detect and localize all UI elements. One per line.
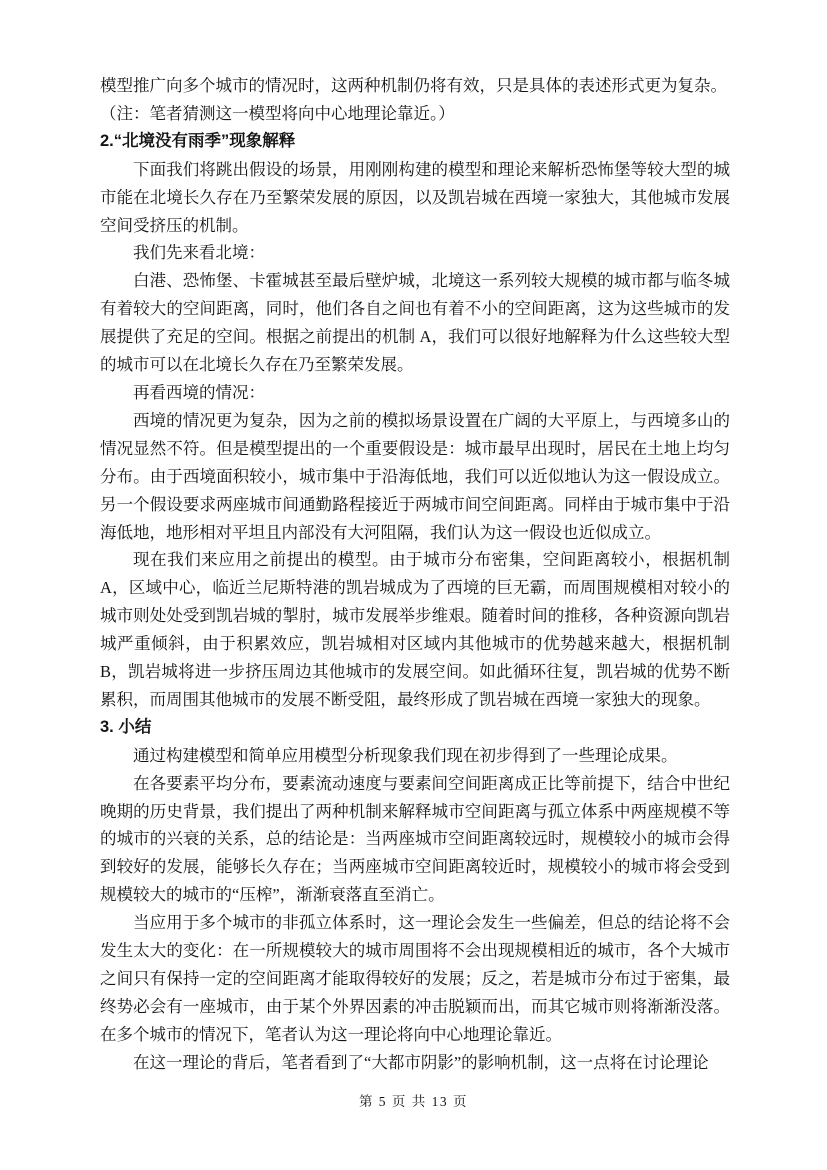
paragraph: 下面我们将跳出假设的场景，用刚刚构建的模型和理论来解析恐怖堡等较大型的城市能在北境长久存在乃至繁荣发展的原因，以及凯岩城在西境一家独大，其他城市发展空间受挤压的机制。 bbox=[100, 159, 730, 235]
paragraph: 模型推广向多个城市的情况时，这两种机制仍将有效，只是具体的表述形式更为复杂。 bbox=[100, 76, 727, 95]
document-body bbox=[100, 72, 730, 1077]
paragraph: 在各要素平均分布，要素流动速度与要素间空间距离成正比等前提下，结合中世纪晚期的历史背景，我们提出了两种机制来解释城市空间距离与孤立体系中两座规模不等的城市的兴衰的关系，总的结论是：当两座城市空间距离较远时，规模较小的城市会得到较好的发展，能够长久存在；当两座城市空间距离较近时，规模较小的城市将会受到规模较大的城市的“压榨”，渐渐衰落直至消亡。 bbox=[100, 773, 730, 905]
section-heading: 3. 小结 bbox=[100, 717, 152, 736]
section-heading: 2.“北境没有雨季”现象解释 bbox=[100, 131, 296, 150]
paragraph: 现在我们来应用之前提出的模型。由于城市分布密集，空间距离较小，根据机制 A，区域中心，临近兰尼斯特港的凯岩城成为了西境的巨无霸，而周围规模相对较小的城市则处处受到凯岩城的掣肘，城市发展举步维艰。随着时间的推移，各种资源向凯岩城严重倾斜，由于积累效应，凯岩城相对区域内其他城市的优势越来越大，根据机制 B，凯岩城将进一步挤压周边其他城市的发展空间。如此循环往复，凯岩城的优势不断累积，而周围其他城市的发展不断受阻，最终形成了凯岩城在西境一家独大的现象。 bbox=[100, 550, 730, 709]
paragraph: 我们先来看北境： bbox=[133, 243, 265, 263]
paragraph: 再看西境的情况： bbox=[133, 382, 265, 402]
paragraph: 通过构建模型和简单应用模型分析现象我们现在初步得到了一些理论成果。 bbox=[133, 745, 678, 765]
paragraph: 西境的情况更为复杂，因为之前的模拟场景设置在广阔的大平原上，与西境多山的情况显然不符。但是模型提出的一个重要假设是：城市最早出现时，居民在土地上均匀分布。由于西境面积较小，城市集中于沿海低地，我们可以近似地认为这一假设成立。另一个假设要求两座城市间通勤路程接近于两城市间空间距离。同样由于城市集中于沿海低地，地形相对平坦且内部没有大河阻隔，我们认为这一假设也近似成立。 bbox=[100, 410, 730, 542]
page-footer bbox=[0, 1090, 827, 1110]
paragraph: （注：笔者猜测这一模型将向中心地理论靠近。） bbox=[100, 103, 455, 123]
paragraph: 白港、恐怖堡、卡霍城甚至最后壁炉城，北境这一系列较大规模的城市都与临冬城有着较大的空间距离，同时，他们各自之间也有着不小的空间距离，这为这些城市的发展提供了充足的空间。根据之前提出的机制 A，我们可以很好地解释为什么这些较大型的城市可以在北境长久存在乃至繁荣发展。 bbox=[100, 271, 730, 375]
page-number-text: 第 5 页 共 13 页 bbox=[358, 1094, 469, 1109]
paragraph: 当应用于多个城市的非孤立体系时，这一理论会发生一些偏差，但总的结论将不会发生太大的变化：在一所规模较大的城市周围将不会出现规模相近的城市，各个大城市之间只有保持一定的空间距离才能取得较好的发展；反之，若是城市分布过于密集，最终势必会有一座城市，由于某个外界因素的冲击脱颖而出，而其它城市则将渐渐没落。在多个城市的情况下，笔者认为这一理论将向中心地理论靠近。 bbox=[100, 913, 730, 1044]
paragraph: 在这一理论的背后，笔者看到了“大都市阴影”的影响机制，这一点将在讨论理论 bbox=[133, 1052, 709, 1072]
